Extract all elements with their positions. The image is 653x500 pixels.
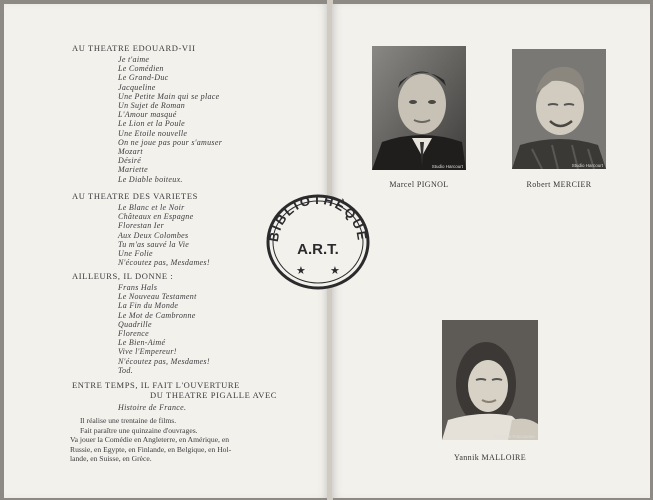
portrait-image (442, 320, 538, 440)
portrait-image (512, 49, 606, 169)
play-title: Le Comédien (118, 64, 164, 74)
play-title: Un Sujet de Roman (118, 101, 186, 111)
right-page (332, 4, 650, 498)
biography-line: Russie, en Egypte, en Finlande, en Belgique, en Hol- (70, 444, 232, 454)
play-title: Histoire de France. (118, 403, 187, 412)
biography-line: Il réalise une trentaine de films. (80, 416, 177, 425)
play-title: Une Folie (118, 249, 153, 259)
play-title: N'écoutez pas, Mesdames! (118, 356, 210, 366)
portrait-photo (442, 320, 538, 440)
play-title: Une Etoile nouvelle (118, 128, 188, 138)
play-list (118, 55, 222, 184)
play-title: La Fin du Monde (118, 301, 179, 311)
play-title: N'écoutez pas, Mesdames! (118, 258, 210, 268)
play-title: Le Nouveau Testament (118, 292, 197, 302)
portrait-photo (512, 49, 606, 169)
section-heading: DU THEATRE PIGALLE AVEC (150, 390, 278, 400)
stamp-center-text: A.R.T. (297, 241, 339, 258)
play-title: Florence (118, 329, 149, 339)
portrait-caption: Marcel PIGNOL (389, 180, 449, 189)
portrait-caption: Robert MERCIER (526, 180, 592, 189)
portrait-image (372, 46, 466, 170)
biography-paragraph (70, 416, 232, 464)
play-title: Florestan Ier (118, 221, 165, 231)
photo-credit: Photo Le Fancounier (493, 434, 535, 439)
section-heading: AU THEATRE DES VARIETES (72, 191, 198, 201)
play-title: Jacqueline (118, 82, 156, 92)
portrait-photo (372, 46, 466, 170)
play-title: Le Blanc et le Noir (118, 203, 185, 212)
photo-credit: Studio Harcourt (571, 163, 603, 168)
section-heading: ENTRE TEMPS, IL FAIT L'OUVERTURE (72, 380, 240, 390)
play-title: Le Lion et la Poule (118, 119, 186, 129)
play-list (118, 203, 210, 267)
play-title: Je t'aime (118, 55, 150, 64)
play-title: Désiré (118, 156, 142, 166)
play-title: Tu m'as sauvé la Vie (118, 239, 190, 249)
play-title: Vive l'Empereur! (118, 347, 177, 357)
play-title: On ne joue pas pour s'amuser (118, 137, 223, 147)
photo-credit: Studio Harcourt (431, 164, 463, 169)
biography-line: lande, en Suisse, en Grèce. (70, 454, 152, 463)
play-title: Tod. (118, 365, 133, 375)
play-title: Frans Hals (118, 283, 158, 292)
play-title: Mozart (118, 147, 143, 157)
play-title: Aux Deux Colombes (118, 230, 189, 240)
play-title: Châteaux en Espagne (118, 212, 194, 222)
stamp-top-text: BIBLIOTHÈQUE (265, 191, 371, 243)
play-title: Le Bien-Aimé (118, 338, 166, 348)
section-heading: AU THEATRE EDOUARD-VII (72, 43, 196, 53)
play-title: Le Mot de Cambronne (118, 310, 196, 320)
play-title: Quadrille (118, 319, 152, 329)
play-title: L'Amour masqué (118, 110, 177, 120)
play-title: Mariette (118, 165, 148, 175)
section-heading: AILLEURS, IL DONNE : (72, 271, 174, 281)
play-title: Une Petite Main qui se place (118, 91, 220, 101)
star-icon: ★ (330, 265, 340, 277)
play-title: Le Grand-Duc (118, 73, 169, 83)
library-stamp (262, 188, 374, 293)
play-list (118, 283, 210, 375)
play-title: Le Diable boiteux. (118, 174, 183, 184)
biography-line: Fait paraître une quinzaine d'ouvrages. (80, 425, 198, 435)
portrait-caption: Yannik MALLOIRE (453, 453, 527, 462)
star-icon: ★ (296, 265, 306, 277)
biography-line: Va jouer la Comédie en Angleterre, en Amérique, en (70, 435, 229, 444)
